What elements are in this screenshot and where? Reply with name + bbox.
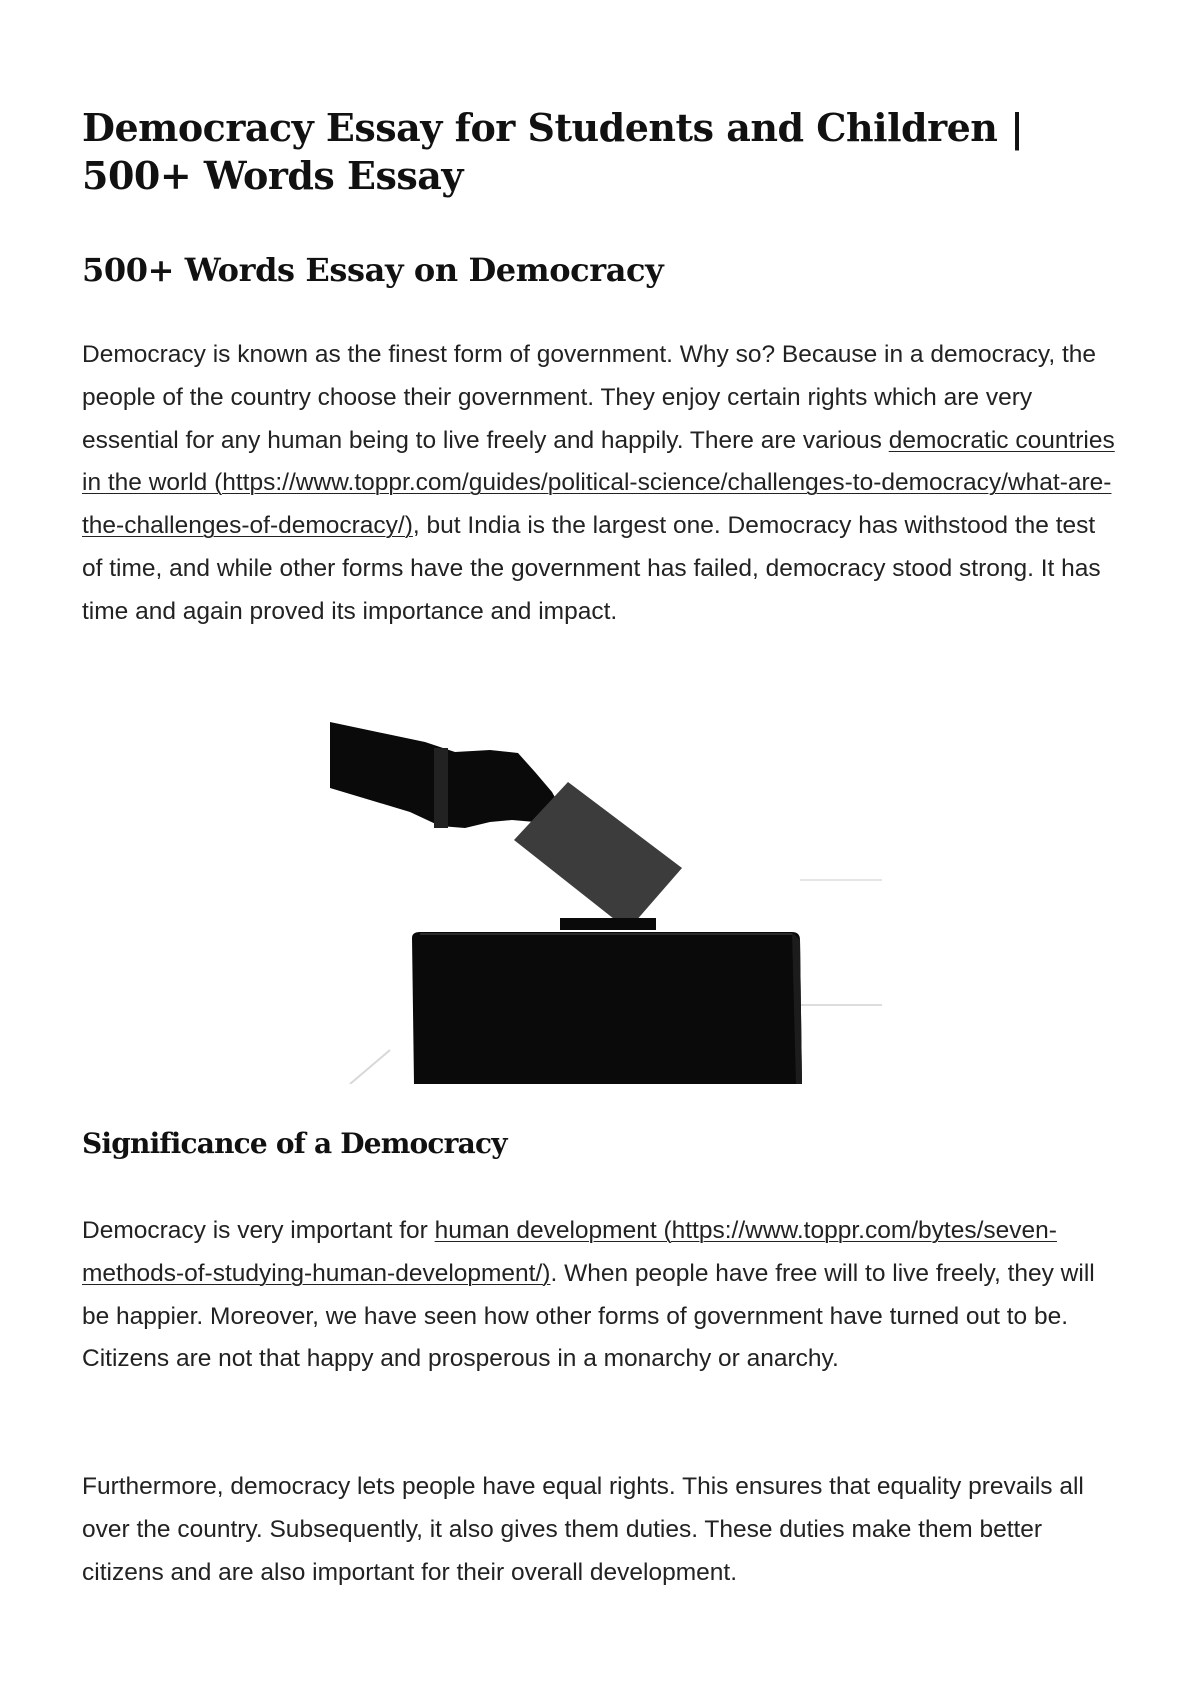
ballot-box-image [330, 720, 882, 1084]
essay-subtitle: 500+ Words Essay on Democracy [82, 251, 664, 289]
significance-paragraph-1 [82, 1210, 1122, 1381]
intro-paragraph [82, 334, 1122, 634]
intro-text-end: , but India is the largest one. Democracy has withstood the test of time, and while other forms have the government has failed, democracy stood strong. It has time and again proved its importance and impact. [82, 512, 1101, 625]
intro-text-start: Democracy is known as the finest form of government. Why so? Because in a democracy, the people of the country choose their government. They enjoy certain rights which are very essential for any human being to live freely and happily. There are various [82, 341, 1097, 454]
human-development-link[interactable]: human development (https://www.toppr.com/bytes/seven-methods-of-studying-human-development/) [82, 1217, 1057, 1287]
significance-text-start: Democracy is very important for [82, 1217, 435, 1244]
section-heading-significance: Significance of a Democracy [82, 1127, 507, 1160]
significance-paragraph-2: Furthermore, democracy lets people have equal rights. This ensures that equality prevails all over the country. Subsequently, it also gives them duties. These duties make them better citizens and are also important for their overall development. [82, 1473, 1084, 1586]
democratic-countries-link[interactable]: democratic countries in the world (https://www.toppr.com/guides/political-science/challenges-to-democracy/what-are-the-challenges-of-democracy/) [82, 426, 1115, 540]
significance-text-end: . When people have free will to live freely, they will be happier. Moreover, we have seen how other forms of government have turned out to be. Citizens are not that happy and prosperous in a monarchy or anarchy. [82, 1259, 1095, 1373]
page-title: Democracy Essay for Students and Children | 500+ Words Essay [82, 105, 1024, 198]
